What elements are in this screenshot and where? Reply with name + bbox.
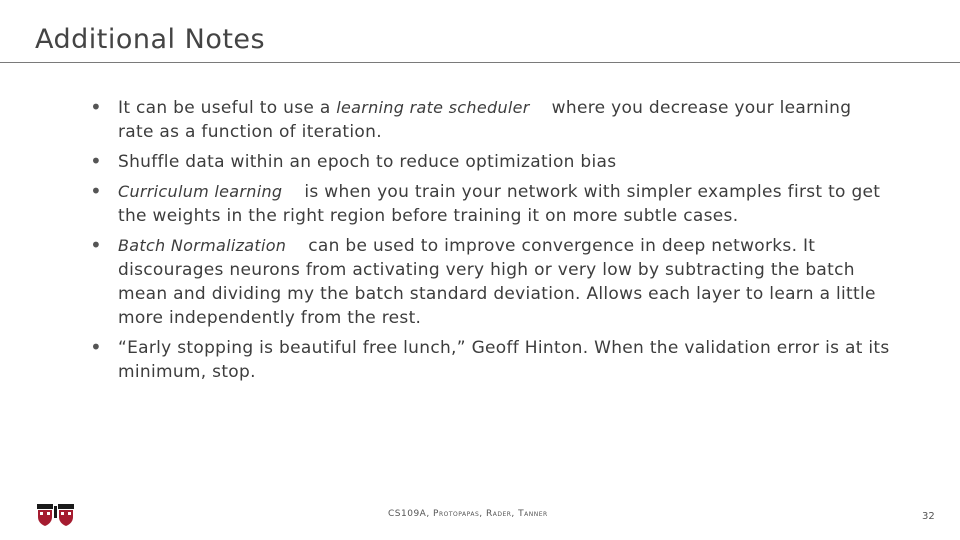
iacs-shield-logo-icon	[36, 503, 76, 527]
bullet-icon: •	[90, 149, 103, 173]
footer-course-label: CS109A, Protopapas, Rader, Tanner	[388, 509, 548, 519]
bullet-icon: •	[90, 233, 103, 257]
list-item	[90, 336, 890, 384]
bullet-icon: •	[90, 335, 103, 359]
title-divider	[0, 62, 960, 63]
bullet-italic-term: learning rate scheduler	[336, 98, 530, 117]
bullet-text: is when you train your network with simpler examples first to get the weights in the right region before training it on more subtle cases.	[118, 182, 881, 226]
bullet-text: where you decrease your learning rate as a function of iteration.	[118, 98, 852, 142]
bullet-list	[90, 96, 890, 390]
list-item	[90, 180, 890, 228]
list-item	[90, 150, 890, 174]
bullet-icon: •	[90, 179, 103, 203]
bullet-text: “Early stopping is beautiful free lunch,” Geoff Hinton. When the validation error is at its minimum, stop.	[118, 338, 890, 382]
page-number: 32	[922, 511, 935, 522]
list-item	[90, 96, 890, 144]
bullet-italic-term: Batch Normalization	[118, 236, 287, 255]
bullet-text: can be used to improve convergence in deep networks. It discourages neurons from activating very high or very low by subtracting the batch mean and dividing my the batch standard deviation. Allows each layer to learn a little more independently from the rest.	[118, 236, 876, 328]
bullet-italic-term: Curriculum learning	[118, 182, 283, 201]
list-item	[90, 234, 890, 330]
bullet-text: Shuffle data within an epoch to reduce optimization bias	[118, 152, 617, 172]
page-title: Additional Notes	[35, 24, 266, 55]
bullet-icon: •	[90, 95, 103, 119]
bullet-text: It can be useful to use a	[118, 98, 337, 118]
